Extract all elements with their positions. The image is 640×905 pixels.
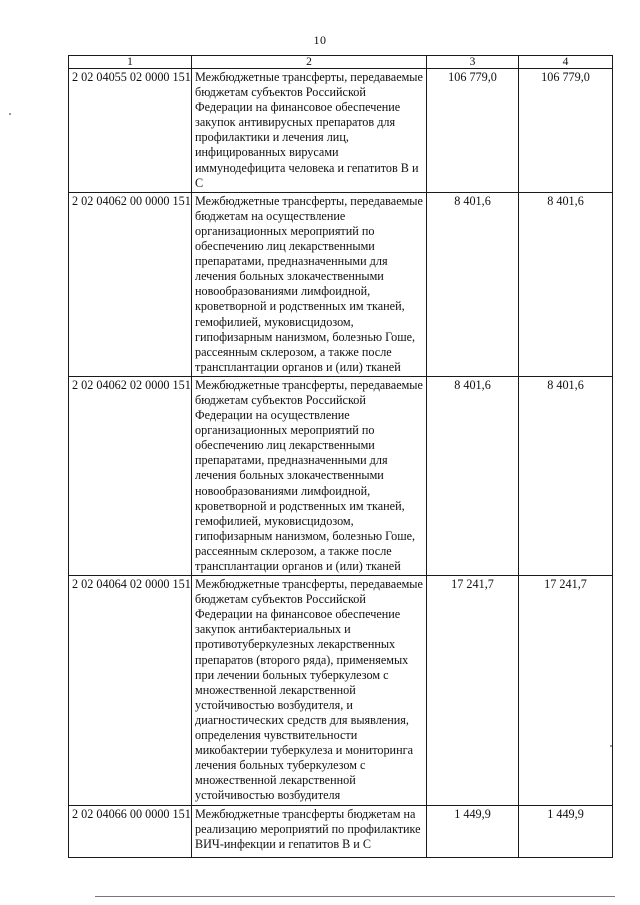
row-value-col3: 8 401,6: [427, 192, 519, 376]
table-row: [69, 805, 613, 857]
page-bottom-edge-line: [95, 896, 615, 897]
page-number: 10: [313, 33, 327, 47]
row-code: 2 02 04062 02 0000 151: [69, 376, 192, 575]
scan-speck: [9, 113, 11, 115]
row-description: Межбюджетные трансферты, передаваемые бюджетам субъектов Российской Федерации на осуществление организационных мероприятий по обеспечению лиц лекарственными препаратами, предназначенными для лечения больных злокачественными новообразованиями лимфоидной, кроветворной и родственных им тканей, гемофилией, муковисцидозом, гипофизарным нанизмом, болезнью Гоше, рассеянным склерозом, а также после трансплантации органов и (или) тканей: [192, 376, 427, 575]
row-description: Межбюджетные трансферты, передаваемые бюджетам на осуществление организационных мероприятий по обеспечению лиц лекарственными препаратами, предназначенными для лечения больных злокачественными новообразованиями лимфоидной, кроветворной и родственных им тканей, гемофилией, муковисцидозом, гипофизарным нанизмом, болезнью Гоше, рассеянным склерозом, а также после трансплантации органов и (или) тканей: [192, 192, 427, 376]
row-value-col4: 8 401,6: [519, 192, 613, 376]
row-description: Межбюджетные трансферты, передаваемые бюджетам субъектов Российской Федерации на финансовое обеспечение закупок антивирусных препаратов для профилактики и лечения лиц, инфицированных вирусами иммунодефицита человека и гепатитов В и С: [192, 69, 427, 193]
scan-speck: [610, 745, 612, 747]
budget-table: [68, 55, 613, 858]
row-value-col4: 17 241,7: [519, 576, 613, 805]
row-code: 2 02 04062 00 0000 151: [69, 192, 192, 376]
table-row: [69, 576, 613, 805]
row-code: 2 02 04064 02 0000 151: [69, 576, 192, 805]
row-value-col3: 8 401,6: [427, 376, 519, 575]
row-value-col3: 1 449,9: [427, 805, 519, 857]
column-header-2: 2: [192, 56, 427, 69]
column-header-4: 4: [519, 56, 613, 69]
row-description: Межбюджетные трансферты бюджетам на реализацию мероприятий по профилактике ВИЧ-инфекции и гепатитов В и С: [192, 805, 427, 857]
table-header-row: [69, 56, 613, 69]
row-code: 2 02 04055 02 0000 151: [69, 69, 192, 193]
column-header-1: 1: [69, 56, 192, 69]
table-row: [69, 376, 613, 575]
row-value-col3: 106 779,0: [427, 69, 519, 193]
column-header-3: 3: [427, 56, 519, 69]
row-value-col3: 17 241,7: [427, 576, 519, 805]
table-row: [69, 69, 613, 193]
row-value-col4: 1 449,9: [519, 805, 613, 857]
row-description: Межбюджетные трансферты, передаваемые бюджетам субъектов Российской Федерации на финансовое обеспечение закупок антибактериальных и противотуберкулезных лекарственных препаратов (второго ряда), применяемых при лечении больных туберкулезом с множественной лекарственной устойчивостью возбудителя, и диагностических средств для выявления, определения чувствительности микобактерии туберкулеза и мониторинга лечения больных туберкулезом с множественной лекарственной устойчивостью возбудителя: [192, 576, 427, 805]
row-value-col4: 8 401,6: [519, 376, 613, 575]
row-code: 2 02 04066 00 0000 151: [69, 805, 192, 857]
table-row: [69, 192, 613, 376]
row-value-col4: 106 779,0: [519, 69, 613, 193]
